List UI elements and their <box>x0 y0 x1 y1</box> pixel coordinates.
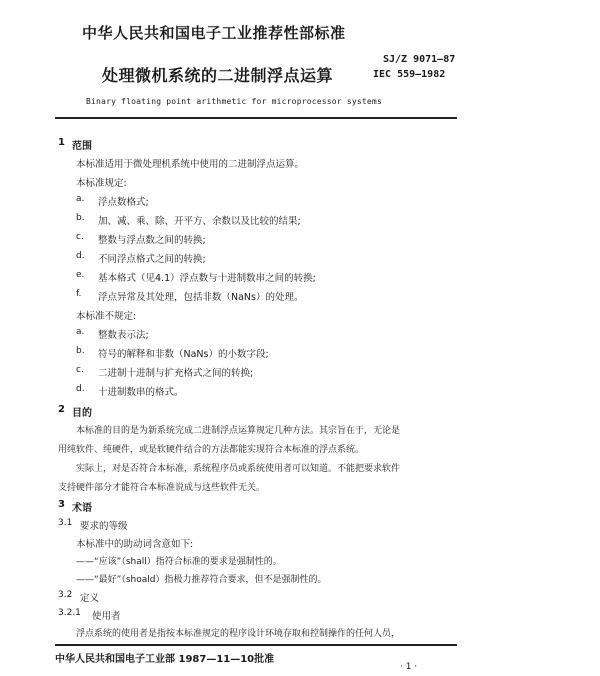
section-1-title: 范围 <box>72 141 92 152</box>
list-item: 浮点数格式; <box>98 197 149 208</box>
subsection-3-1-intro: 本标准中的助动词含意如下: <box>76 539 194 550</box>
list-marker: d. <box>76 384 85 394</box>
list-marker: f. <box>76 289 82 299</box>
page-number: · 1 · <box>400 662 418 672</box>
english-title: Binary floating point arithmetic for microprocessor systems <box>86 97 382 106</box>
list-item: 符号的解释和非数（NaNs）的小数字段; <box>98 349 269 360</box>
subsection-3-1-number: 3.1 <box>58 518 73 528</box>
footer-divider <box>55 644 457 646</box>
subsection-3-2-number: 3.2 <box>58 590 73 600</box>
list-marker: c. <box>76 365 84 375</box>
section-2-paragraph-2b: 支持硬件部分才能符合本标准说成与这些软件无关。 <box>58 483 266 493</box>
section-2-title: 目的 <box>72 408 92 419</box>
section-3-title: 术语 <box>72 503 92 514</box>
section-2-number: 2 <box>58 404 65 415</box>
document-title: 处理微机系统的二进制浮点运算 <box>102 66 334 85</box>
list-item: 整数与浮点数之间的转换; <box>98 235 206 246</box>
issuing-authority-title: 中华人民共和国电子工业推荐性部标准 <box>82 24 346 42</box>
section-2-paragraph-2a: 实际上，对是否符合本标准，系统程序员或系统使用者可以知道。不能把要求软件 <box>76 464 401 474</box>
not-provides-label: 本标准不规定: <box>76 311 137 322</box>
subsection-3-2-1-number: 3.2.1 <box>58 608 81 618</box>
subsection-3-1-title: 要求的等级 <box>80 521 128 532</box>
approval-line: 中华人民共和国电子工业部 1987—11—10批准 <box>55 654 275 665</box>
list-marker: d. <box>76 251 85 261</box>
list-marker: b. <box>76 213 85 223</box>
definition-item: ——“最好”（shoald）指极力推荐符合要求，但不是强制性的。 <box>76 575 327 585</box>
subsection-3-2-1-text: 浮点系统的使用者是指按本标准规定的程序设计环境存取和控制操作的任何人员， <box>76 629 401 639</box>
list-item: 整数表示法; <box>98 330 149 341</box>
list-item: 二进制十进制与扩充格式之间的转换; <box>98 368 254 379</box>
list-item: 不同浮点格式之间的转换; <box>98 254 206 265</box>
list-marker: c. <box>76 232 84 242</box>
list-item: 浮点异常及其处理，包括非数（NaNs）的处理。 <box>98 292 304 303</box>
subsection-3-2-title: 定义 <box>80 593 100 604</box>
list-marker: e. <box>76 270 85 280</box>
list-item: 基本格式（见4.1）浮点数与十进制数串之间的转换; <box>98 273 316 284</box>
iec-number: IEC 559—1982 <box>373 69 446 80</box>
section-1-intro: 本标准适用于微处理机系统中使用的二进制浮点运算。 <box>76 159 305 170</box>
section-2-paragraph-1b: 用纯软件、纯硬件，或是软硬件结合的方法都能实现符合本标准的浮点系统。 <box>58 445 365 455</box>
list-marker: a. <box>76 327 85 337</box>
header-divider <box>55 117 457 119</box>
section-1-number: 1 <box>58 137 65 148</box>
list-item: 十进制数串的格式。 <box>98 387 184 398</box>
list-marker: a. <box>76 194 85 204</box>
standard-number: SJ/Z 9071—87 <box>383 54 456 65</box>
definition-item: ——“应该”（shall）指符合标准的要求是强制性的。 <box>76 557 282 567</box>
section-3-number: 3 <box>58 499 65 510</box>
subsection-3-2-1-title: 使用者 <box>92 611 121 622</box>
provides-label: 本标准规定: <box>76 178 127 189</box>
section-2-paragraph-1a: 本标准的目的是为新系统完成二进制浮点运算规定几种方法。其宗旨在于，无论是 <box>76 426 401 436</box>
list-item: 加、减、乘、除、开平方、余数以及比较的结果; <box>98 216 301 227</box>
list-marker: b. <box>76 346 85 356</box>
